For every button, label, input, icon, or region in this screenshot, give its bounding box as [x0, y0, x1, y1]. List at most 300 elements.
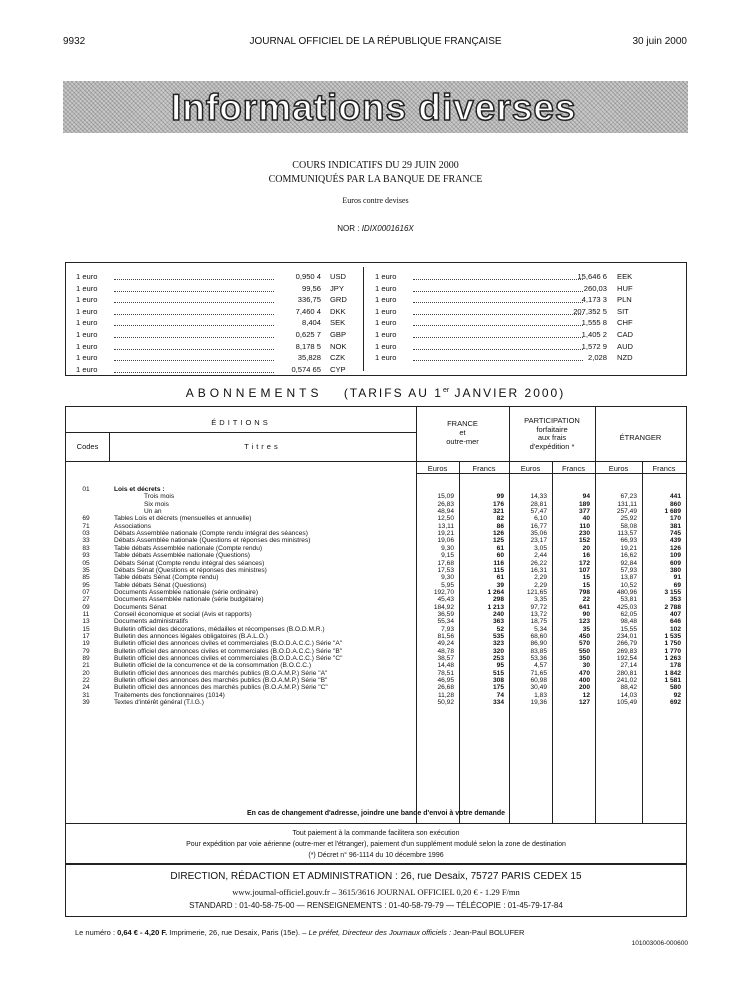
rate-currency: CYP — [330, 364, 346, 374]
price-ff: 99 — [496, 493, 504, 501]
row-title-text: Associations — [114, 522, 152, 530]
leader-dots — [114, 279, 274, 280]
price-ee: 13,87 — [620, 574, 637, 582]
row-title — [114, 655, 406, 662]
price-fe: 14,48 — [437, 662, 454, 670]
price-fe: 55,34 — [437, 618, 454, 626]
price-ee: 269,83 — [616, 647, 637, 655]
price-ee: 19,21 — [620, 544, 637, 552]
price-ef: 109 — [669, 552, 681, 560]
price-ee: 66,93 — [620, 537, 637, 545]
row-title-text: Conseil économique et social (Avis et rapports) — [114, 610, 252, 618]
tariff-suffix: JANVIER 2000) — [449, 386, 566, 400]
price-pe: 68,60 — [530, 633, 547, 640]
rate-row-huf — [375, 283, 675, 295]
price-ee: 27,14 — [620, 662, 637, 670]
price-pe: 28,81 — [530, 500, 547, 508]
rate-currency: AUD — [617, 341, 634, 351]
price-pe: 13,72 — [530, 610, 547, 618]
price-pe: 86,90 — [530, 640, 547, 648]
rate-value: 336,75 — [297, 295, 321, 305]
price-ff: 175 — [492, 684, 504, 692]
rate-unit: 1 euro — [76, 318, 98, 328]
rate-value: 0,950 4 — [295, 272, 321, 281]
price-fe: 45,43 — [437, 596, 454, 604]
rate-value: 99,56 — [301, 283, 321, 293]
price-value: 0,64 € - 4,20 F. — [117, 928, 168, 937]
price-ee: 92,84 — [620, 559, 637, 567]
row-code: 20 — [82, 669, 90, 677]
price-pe: 16,77 — [530, 522, 547, 530]
price-pe: 83,85 — [530, 647, 547, 655]
price-ef: 126 — [669, 544, 681, 552]
leader-dots — [413, 349, 583, 350]
price-pe: 5,34 — [534, 625, 547, 633]
rate-row-cyp — [76, 364, 356, 376]
airmail-note: Pour expédition par voie aérienne (outre-mer et l'étranger), paiement d'un supplément modulé selon la zone de destination — [186, 841, 566, 848]
price-ff: 253 — [492, 655, 504, 663]
row-title-text: Bulletin officiel des annonces des marchés publics (B.O.A.M.P.) Série "A" — [114, 669, 328, 677]
price-ee: 480,96 — [616, 588, 637, 596]
price-pf: 641 — [578, 603, 590, 611]
price-pe: 19,36 — [530, 699, 547, 707]
row-code: 27 — [82, 596, 90, 604]
row-code: 83 — [82, 544, 90, 552]
price-pf: 470 — [578, 669, 590, 677]
row-title — [114, 677, 406, 684]
direction-box — [65, 864, 687, 917]
price-ef: 1 842 — [664, 669, 681, 677]
row-code: 85 — [82, 574, 90, 582]
price-ff: 1 213 — [487, 603, 504, 611]
row-code: 15 — [82, 625, 90, 633]
exchange-heading-2: COMMUNIQUÉS PAR LA BANQUE DE FRANCE — [268, 174, 483, 185]
price-pf: 107 — [578, 566, 590, 574]
price-ff: 535 — [492, 633, 504, 640]
price-ee: 58,08 — [620, 522, 637, 530]
row-title — [114, 567, 406, 574]
price-fe: 192,70 — [433, 588, 454, 596]
notes-box — [65, 810, 687, 864]
rate-unit: 1 euro — [375, 295, 397, 305]
price-pe: 16,31 — [530, 566, 547, 574]
price-label: Le numéro : — [75, 928, 116, 937]
price-pe: 18,75 — [530, 618, 547, 626]
price-fe: 19,21 — [437, 530, 454, 538]
row-title-text: Table débats Sénat (Questions) — [114, 581, 207, 589]
row-title — [114, 648, 406, 655]
row-title-text: Bulletin officiel des décorations, médailles et récompenses (B.O.D.M.R.) — [114, 625, 325, 633]
row-title-text: Table débats Assemblée nationale (Compte rendu) — [114, 544, 263, 552]
rate-currency: PLN — [617, 295, 632, 305]
price-ee: 16,62 — [620, 552, 637, 560]
row-title-text: Débats Sénat (Questions et réponses des ministres) — [114, 566, 267, 574]
row-title — [114, 545, 406, 552]
price-ee: 425,03 — [616, 603, 637, 611]
row-title-text: Table débats Assemblée nationale (Questions) — [114, 552, 250, 560]
row-title-text: Bulletin des annonces légales obligatoires (B.A.L.O.) — [114, 633, 268, 640]
price-pe: 71,65 — [530, 669, 547, 677]
row-code: 01 — [82, 486, 90, 493]
price-ff: 82 — [496, 515, 504, 523]
row-title-text: Trois mois — [144, 493, 175, 501]
price-pe: 1,83 — [534, 691, 547, 699]
price-ff: 363 — [492, 618, 504, 626]
rate-row-cad — [375, 329, 675, 341]
rate-value: 8,178 5 — [295, 341, 321, 351]
row-title — [114, 589, 406, 596]
row-code: 05 — [82, 559, 90, 567]
price-pe: 2,44 — [534, 552, 547, 560]
sub-francs-etranger: Francs — [652, 464, 676, 473]
rate-value: 0,625 7 — [295, 329, 321, 339]
row-code: 93 — [82, 552, 90, 560]
price-ff: 116 — [493, 559, 504, 567]
price-ee: 266,79 — [616, 640, 637, 648]
price-fe: 38,57 — [437, 655, 454, 663]
rate-row-czk — [76, 352, 356, 364]
leader-dots — [114, 337, 274, 338]
row-title-text: Tables Lois et décrets (mensuelles et annuelle) — [114, 515, 252, 523]
rate-row-dkk — [76, 306, 356, 318]
exchange-subtitle: Euros contre devises — [342, 196, 409, 205]
price-fe: 49,24 — [437, 640, 454, 648]
price-fe: 9,15 — [441, 552, 454, 560]
header-part-3: aux frais — [537, 433, 567, 442]
header-france-2: et — [459, 428, 466, 437]
rate-unit: 1 euro — [375, 353, 397, 363]
price-ef: 692 — [669, 699, 681, 707]
price-fe: 81,56 — [437, 633, 454, 640]
price-ff: 323 — [492, 640, 504, 648]
rate-currency: GRD — [330, 295, 347, 305]
rate-value: 8,404 — [301, 318, 321, 328]
price-pf: 127 — [578, 699, 590, 707]
leader-dots — [413, 325, 583, 326]
price-pe: 2,29 — [534, 581, 547, 589]
price-ff: 334 — [492, 699, 504, 707]
price-ef: 646 — [669, 618, 681, 626]
price-pf: 12 — [582, 691, 590, 699]
rate-unit: 1 euro — [76, 272, 98, 281]
price-ef: 1 263 — [664, 655, 681, 663]
leader-dots — [413, 291, 583, 292]
price-pe: 14,33 — [530, 493, 547, 501]
leader-dots — [413, 314, 583, 315]
issue-code: 101003006-000600 — [631, 940, 688, 947]
rate-value: 1,555 8 — [581, 318, 607, 328]
rate-unit: 1 euro — [375, 272, 397, 281]
price-pf: 152 — [578, 537, 590, 545]
row-code: 22 — [82, 677, 90, 685]
rate-value: 1,572 9 — [581, 341, 607, 351]
price-ef: 91 — [673, 574, 681, 582]
nor-reference — [0, 224, 751, 233]
price-ee: 10,52 — [620, 581, 637, 589]
price-ee: 234,01 — [616, 633, 637, 640]
rate-unit: 1 euro — [76, 341, 98, 351]
price-pf: 16 — [582, 552, 590, 560]
leader-dots — [114, 360, 274, 361]
row-code: 69 — [82, 515, 90, 523]
leader-dots — [114, 314, 274, 315]
row-title — [114, 640, 406, 647]
price-ee: 280,81 — [616, 669, 637, 677]
leader-dots — [114, 302, 274, 303]
header-france-3: outre-mer — [446, 437, 479, 446]
row-code: 39 — [82, 699, 90, 707]
rate-unit: 1 euro — [76, 364, 98, 374]
price-ee: 53,81 — [620, 596, 637, 604]
rate-currency: GBP — [330, 329, 347, 339]
price-pe: 3,05 — [534, 544, 547, 552]
row-code: 71 — [82, 522, 90, 530]
row-title — [114, 618, 406, 625]
row-code: 07 — [82, 588, 90, 596]
price-fe: 9,30 — [441, 544, 454, 552]
header-codes: Codes — [76, 442, 99, 451]
row-title — [114, 692, 406, 699]
rate-currency: CZK — [330, 353, 346, 363]
row-title-text: Six mois — [144, 500, 169, 508]
exchange-rates-box — [65, 262, 687, 376]
price-pe: 23,17 — [530, 537, 547, 545]
rate-unit: 1 euro — [76, 295, 98, 305]
rate-row-nzd — [375, 352, 675, 364]
row-title-text: Bulletin officiel de la concurrence et de la consommation (B.O.C.C.) — [114, 662, 312, 670]
rate-row-pln — [375, 294, 675, 306]
price-pf: 20 — [582, 544, 590, 552]
price-ef: 580 — [669, 684, 681, 692]
price-pf: 172 — [578, 559, 590, 567]
tariff-sup: er — [442, 387, 450, 394]
rate-currency: JPY — [330, 283, 344, 293]
header-france — [416, 419, 509, 446]
row-title — [144, 501, 406, 508]
price-pf: 110 — [579, 522, 590, 530]
sub-francs-france: Francs — [472, 464, 496, 473]
price-ee: 241,02 — [616, 677, 637, 685]
row-title-text: Documents administratifs — [114, 618, 189, 626]
row-title-text: Débats Assemblée nationale (Questions et réponses des ministres) — [114, 537, 311, 545]
price-ee: 131,11 — [617, 500, 637, 508]
leader-dots — [413, 337, 583, 338]
row-title — [114, 552, 406, 559]
rate-row-eek — [375, 271, 675, 283]
price-ef: 92 — [673, 691, 681, 699]
price-ff: 240 — [492, 610, 504, 618]
rate-unit: 1 euro — [76, 329, 98, 339]
payment-note: Tout paiement à la commande facilitera son exécution — [292, 830, 460, 837]
price-ef: 1 750 — [664, 640, 681, 648]
price-pe: 4,57 — [534, 662, 547, 670]
rate-row-aud — [375, 341, 675, 353]
price-ee: 192,54 — [616, 655, 637, 663]
price-ef: 407 — [669, 610, 681, 618]
rate-value: 260,03 — [583, 283, 607, 293]
price-ff: 1 264 — [487, 588, 504, 596]
row-code: 35 — [82, 566, 90, 574]
rate-unit: 1 euro — [375, 306, 397, 316]
price-ee: 15,55 — [620, 625, 637, 633]
row-title-text: Bulletin officiel des annonces civiles et commerciales (B.O.D.A.C.C.) Série "B" — [114, 647, 343, 655]
row-title — [114, 699, 406, 706]
rate-row-grd — [76, 294, 356, 306]
direction-phones: STANDARD : 01-40-58-75-00 — RENSEIGNEMENTS : 01-40-58-79-79 — TÉLÉCOPIE : 01-45-79-17-84 — [189, 901, 563, 910]
rate-unit: 1 euro — [375, 283, 397, 293]
price-fe: 26,68 — [437, 684, 454, 692]
price-ff: 60 — [496, 552, 504, 560]
price-ef: 439 — [669, 537, 681, 545]
leader-dots — [413, 360, 583, 361]
row-code: 95 — [82, 581, 90, 589]
price-ef: 69 — [673, 581, 681, 589]
price-ef: 353 — [669, 596, 681, 604]
row-title — [114, 604, 406, 611]
row-title — [114, 611, 406, 618]
row-title-text: Bulletin officiel des annonces civiles et commerciales (B.O.D.A.C.C.) Série "A" — [114, 640, 343, 648]
header-titres: Titres — [244, 442, 281, 451]
price-ee: 14,03 — [620, 691, 637, 699]
price-pe: 35,06 — [530, 530, 547, 538]
price-ef: 3 155 — [664, 588, 681, 596]
row-title — [144, 493, 406, 500]
price-pe: 6,10 — [534, 515, 547, 523]
rate-row-chf — [375, 317, 675, 329]
price-ef: 1 535 — [664, 633, 681, 640]
rate-unit: 1 euro — [375, 341, 397, 351]
footer-line — [75, 928, 524, 937]
rate-value: 0,574 65 — [291, 364, 321, 374]
header-part-1: PARTICIPATION — [524, 416, 580, 425]
rate-currency: CAD — [617, 329, 634, 339]
price-ee: 98,48 — [620, 618, 637, 626]
rates-divider — [363, 267, 364, 371]
price-ef: 380 — [669, 566, 681, 574]
rate-currency: DKK — [330, 306, 346, 316]
rate-value: 15,646 6 — [577, 272, 607, 281]
page-number: 9932 — [63, 36, 86, 47]
price-ef: 609 — [669, 559, 681, 567]
leader-dots — [114, 325, 274, 326]
row-title-text: Documents Assemblée nationale (série ordinaire) — [114, 588, 259, 596]
price-ff: 39 — [496, 581, 504, 589]
price-fe: 19,06 — [437, 537, 454, 545]
rate-row-jpy — [76, 283, 356, 295]
row-code: 09 — [82, 603, 90, 611]
imprint: Imprimerie, 26, rue Desaix, Paris (15e). — [169, 928, 301, 937]
price-pe: 57,47 — [530, 508, 547, 516]
price-ff: 95 — [496, 662, 504, 670]
issue-date: 30 juin 2000 — [632, 36, 687, 47]
price-pe: 2,29 — [534, 574, 547, 582]
row-title — [114, 530, 406, 537]
price-pf: 35 — [582, 625, 590, 633]
header-part-2: forfaitaire — [536, 424, 568, 434]
rate-value: 35,828 — [297, 353, 321, 363]
rate-unit: 1 euro — [76, 283, 98, 293]
price-ff: 320 — [492, 647, 504, 655]
rate-currency: USD — [330, 272, 347, 281]
row-title — [114, 515, 406, 522]
price-ff: 86 — [496, 522, 504, 530]
price-ef: 381 — [669, 522, 681, 530]
director-name: Jean-Paul BOLUFER — [453, 928, 525, 937]
sub-francs-part: Francs — [562, 464, 585, 473]
price-ef: 2 788 — [664, 603, 681, 611]
row-code: 31 — [82, 691, 90, 699]
price-ff: 126 — [492, 530, 504, 538]
price-fe: 7,93 — [441, 625, 454, 633]
rate-unit: 1 euro — [375, 318, 397, 328]
price-pf: 230 — [578, 530, 590, 538]
price-ef: 1 689 — [664, 508, 681, 516]
price-fe: 26,83 — [437, 500, 454, 508]
rate-currency: SEK — [330, 318, 346, 328]
price-pf: 123 — [578, 618, 590, 626]
price-pf: 22 — [582, 596, 590, 604]
rate-row-nok — [76, 341, 356, 353]
row-title — [114, 670, 406, 677]
rate-value: 4,173 3 — [581, 295, 607, 305]
leader-dots — [114, 291, 274, 292]
price-fe: 46,95 — [437, 677, 454, 685]
price-ee: 105,49 — [616, 699, 637, 707]
price-ff: 125 — [492, 537, 504, 545]
price-pf: 450 — [578, 633, 590, 640]
price-fe: 50,92 — [437, 699, 454, 707]
price-ff: 115 — [493, 566, 504, 574]
price-pe: 53,36 — [530, 655, 547, 663]
header-editions: ÉDITIONS — [211, 418, 271, 427]
price-ff: 298 — [492, 596, 504, 604]
price-fe: 17,68 — [437, 559, 454, 567]
price-pf: 90 — [582, 610, 590, 618]
price-ee: 113,57 — [617, 530, 637, 538]
row-title — [114, 662, 406, 669]
row-title-text: Bulletin officiel des annonces des marchés publics (B.O.A.M.P.) Série "C" — [114, 684, 328, 692]
row-code: 19 — [82, 640, 90, 648]
price-ef: 1 770 — [664, 647, 681, 655]
leader-dots — [413, 279, 583, 280]
rate-row-sit — [375, 306, 675, 318]
row-title — [114, 626, 406, 633]
rate-currency: NOK — [330, 341, 347, 351]
price-fe: 11,28 — [437, 691, 454, 699]
journal-title: JOURNAL OFFICIEL DE LA RÉPUBLIQUE FRANÇAISE — [249, 36, 502, 47]
price-pf: 550 — [578, 647, 590, 655]
sub-euros-france: Euros — [427, 464, 448, 473]
price-pf: 400 — [578, 677, 590, 685]
price-fe: 9,30 — [441, 574, 454, 582]
price-pe: 26,22 — [530, 559, 547, 567]
price-ef: 102 — [669, 625, 681, 633]
rate-currency: SIT — [617, 306, 629, 316]
rate-unit: 1 euro — [375, 329, 397, 339]
section-banner — [63, 81, 688, 133]
rate-unit: 1 euro — [76, 306, 98, 316]
price-ee: 57,93 — [620, 566, 637, 574]
rate-row-gbp — [76, 329, 356, 341]
rate-row-usd — [76, 271, 356, 283]
price-fe: 5,95 — [441, 581, 454, 589]
header-etranger: ÉTRANGER — [619, 433, 662, 442]
row-title-text: Documents Assemblée nationale (série budgétaire) — [114, 596, 264, 604]
rate-value: 7,460 4 — [295, 306, 321, 316]
price-fe: 184,92 — [433, 603, 454, 611]
row-title — [114, 582, 406, 589]
row-title-text: Bulletin officiel des annonces civiles et commerciales (B.O.D.A.C.C.) Série "C" — [114, 655, 343, 663]
